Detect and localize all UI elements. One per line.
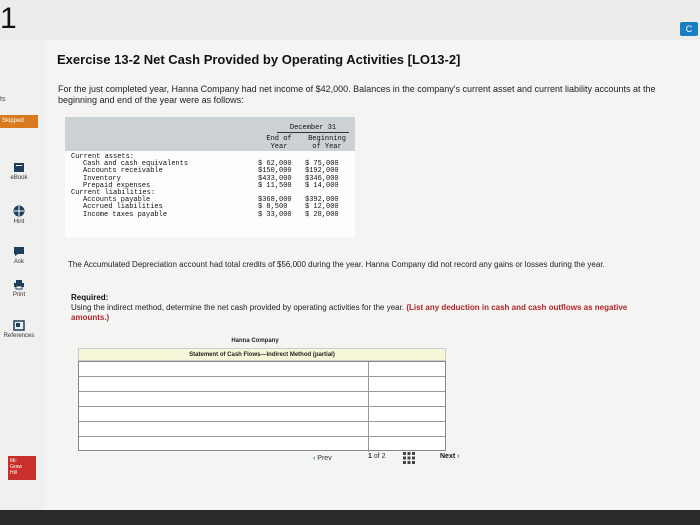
book-icon (13, 162, 25, 173)
hint-button[interactable] (2, 205, 36, 225)
ebook-button[interactable] (2, 162, 36, 181)
row-label: Accounts payable (83, 196, 151, 205)
page-total: 2 (381, 453, 386, 460)
top-bar (0, 0, 700, 40)
sidebar-stub-label: ts (0, 96, 6, 103)
next-button[interactable] (440, 453, 459, 460)
references-label: References (3, 333, 35, 339)
corner-badge[interactable]: C (680, 22, 698, 36)
answer-label-cell[interactable] (79, 422, 369, 437)
ask-button[interactable] (2, 246, 36, 265)
row-end-value: $ 62,000 (258, 160, 292, 169)
references-icon (13, 320, 25, 331)
statement-company: Hanna Company (231, 338, 279, 344)
required-label: Required: (71, 293, 109, 302)
row-label: Inventory (83, 174, 121, 183)
answer-row (79, 422, 445, 437)
row-label: Cash and cash equivalents (83, 160, 189, 169)
row-label: Accounts receivable (83, 167, 163, 176)
chevron-left-icon: ‹ (313, 455, 316, 462)
printer-icon (13, 279, 25, 290)
row-end-value: $ 8,500 (258, 203, 288, 212)
hint-label: Hint (13, 219, 25, 225)
row-end-value: $ 11,500 (258, 181, 292, 190)
required-section (71, 293, 631, 323)
references-button[interactable] (2, 320, 36, 339)
section-liabilities-label: Current liabilities: (71, 188, 156, 197)
required-text: Using the indirect method, determine the net cash provided by operating activities for the year. (71, 303, 405, 312)
statement-title: Statement of Cash Flows—Indirect Method (partial) (78, 348, 446, 361)
answer-row (79, 362, 445, 377)
ask-label: Ask (13, 259, 24, 265)
page-of: of (373, 453, 380, 460)
answer-label-cell[interactable] (79, 407, 369, 422)
row-label: Prepaid expenses (83, 181, 151, 190)
answer-row (79, 377, 445, 392)
row-beg-value: $ 14,000 (305, 181, 339, 190)
answer-label-cell[interactable] (79, 362, 369, 377)
prev-button[interactable] (313, 453, 353, 465)
row-beg-value: $192,000 (305, 167, 339, 176)
publisher-logo (8, 456, 36, 480)
question-number: 1 (0, 2, 17, 35)
section-assets-label: Current assets: (71, 153, 135, 161)
col-header-beginning: Beginning of Year (308, 135, 346, 151)
answer-row (79, 392, 445, 407)
row-label: Accrued liabilities (83, 203, 163, 212)
chat-icon (13, 246, 25, 257)
logo-line: Hill (10, 470, 17, 476)
logo-line: Mc (10, 458, 17, 464)
answer-label-cell[interactable] (79, 437, 369, 452)
balances-table (65, 117, 355, 237)
answer-row (79, 407, 445, 422)
statement-answer-grid (78, 361, 446, 451)
row-end-value: $433,000 (258, 174, 292, 183)
row-beg-value: $346,000 (305, 174, 339, 183)
col-header-end: End of Year (266, 135, 292, 151)
answer-amount-cell[interactable] (369, 437, 445, 452)
answer-amount-cell[interactable] (369, 422, 445, 437)
required-instruction: (List any deduction in cash and cash outflows as negative amounts.) (71, 303, 628, 322)
row-label: Income taxes payable (83, 210, 168, 219)
page-indicator (368, 453, 386, 460)
row-end-value: $ 33,000 (258, 210, 292, 219)
globe-icon (13, 205, 25, 217)
table-row (65, 212, 355, 219)
row-beg-value: $392,000 (305, 196, 339, 205)
answer-label-cell[interactable] (79, 377, 369, 392)
exercise-intro: For the just completed year, Hanna Company had net income of $42,000. Balances in the company's current asset and current liability accounts at the beginning and end of the year were as follows: (58, 84, 656, 105)
answer-amount-cell[interactable] (369, 362, 445, 377)
balances-header-date: December 31 (277, 124, 349, 133)
exercise-title: Exercise 13-2 Net Cash Provided by Operating Activities [LO13-2] (57, 52, 461, 67)
next-label: Next (440, 453, 456, 460)
answer-amount-cell[interactable] (369, 392, 445, 407)
row-beg-value: $ 75,000 (305, 160, 339, 169)
answer-label-cell[interactable] (79, 392, 369, 407)
row-beg-value: $ 28,000 (305, 210, 339, 219)
row-beg-value: $ 12,000 (305, 203, 339, 212)
ebook-label: eBook (10, 175, 28, 181)
depreciation-note: The Accumulated Depreciation account had total credits of $56,000 during the year. Hanna Company did not record any gains or losses during the year. (68, 260, 605, 269)
question-grid-icon[interactable] (403, 452, 415, 464)
chevron-right-icon: › (457, 453, 460, 460)
print-label: Print (12, 292, 26, 298)
skipped-badge: Skipped (0, 115, 38, 128)
print-button[interactable] (2, 279, 36, 298)
answer-amount-cell[interactable] (369, 377, 445, 392)
prev-label: Prev (317, 455, 332, 462)
row-end-value: $150,000 (258, 167, 292, 176)
answer-row (79, 437, 445, 452)
bottom-edge (0, 510, 700, 525)
answer-amount-cell[interactable] (369, 407, 445, 422)
row-end-value: $368,000 (258, 196, 292, 205)
logo-line: Graw (10, 464, 22, 470)
page-current: 1 (368, 453, 372, 460)
